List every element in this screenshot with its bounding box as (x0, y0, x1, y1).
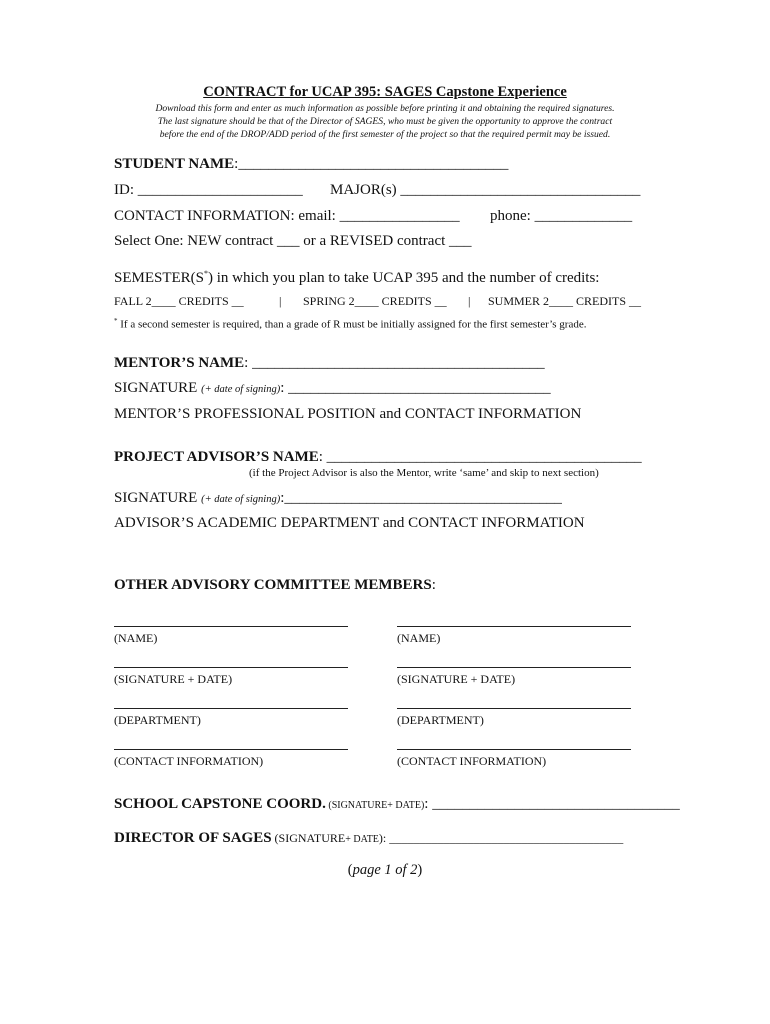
semester-heading-post: ) in which you plan to take UCAP 395 and the number of credits: (208, 270, 600, 286)
semester-heading-pre: SEMESTER(S (114, 270, 205, 286)
fall-credits-field[interactable]: FALL 2____ CREDITS __ (114, 294, 244, 308)
advisor-signature-row (114, 490, 562, 507)
committee-heading (114, 577, 436, 594)
director-hint-open: (SIGNATURE (271, 831, 346, 845)
page-close-paren: ) (417, 862, 423, 878)
advisor-name-label: PROJECT ADVISOR’S NAME (114, 449, 319, 465)
director-signature-field[interactable]: ): _______________________________________ (378, 831, 624, 845)
mentor-position-label: MENTOR’S PROFESSIONAL POSITION and CONTACT INFORMATION (114, 406, 582, 422)
contact-label: (CONTACT INFORMATION) (397, 754, 547, 768)
coord-label: SCHOOL CAPSTONE COORD. (114, 796, 326, 812)
contract-type-select[interactable]: Select One: NEW contract ___ or a REVISED contract ___ (114, 233, 472, 249)
signature-label: (SIGNATURE + DATE) (397, 672, 516, 686)
department-label: (DEPARTMENT) (397, 713, 484, 727)
mentor-signature-row (114, 380, 551, 397)
advisor-signature-hint: (+ date of signing) (201, 494, 281, 505)
mentor-name-field[interactable]: : _______________________________________ (244, 355, 545, 371)
contact-line[interactable] (114, 749, 348, 750)
coord-signature-field[interactable]: : _________________________________ (424, 796, 680, 812)
intro-line-2: The last signature should be that of the Director of SAGES, who must be given the opportunity to approve the contract (157, 116, 613, 127)
student-name-label: STUDENT NAME (114, 156, 235, 172)
coord-hint: (SIGNATURE+ DATE) (325, 800, 425, 811)
semester-footnote (114, 317, 587, 331)
student-name-row (114, 156, 508, 173)
semester-separator: | (468, 294, 471, 308)
mentor-name-row (114, 355, 545, 372)
student-email-field[interactable]: CONTACT INFORMATION: email: ________________ (114, 208, 460, 224)
page-number (0, 862, 770, 879)
mentor-signature-field[interactable]: : ___________________________________ (280, 380, 551, 396)
name-label: (NAME) (114, 631, 158, 645)
mentor-signature-label: SIGNATURE (114, 380, 202, 396)
advisor-name-field[interactable]: : __________________________________________ (318, 449, 642, 465)
committee-member-right (397, 626, 637, 769)
intro-line-3: before the end of the DROP/ADD period of the first semester of the project so that the required permit may be issued. (159, 129, 611, 140)
committee-member-left (114, 626, 354, 769)
summer-credits-field[interactable]: SUMMER 2____ CREDITS __ (488, 294, 642, 308)
signature-label: (SIGNATURE + DATE) (114, 672, 233, 686)
student-name-field[interactable]: :____________________________________ (234, 156, 509, 172)
committee-heading-text: OTHER ADVISORY COMMITTEE MEMBERS (114, 577, 432, 593)
student-major-field[interactable]: MAJOR(s) ________________________________ (330, 182, 641, 198)
signature-line[interactable] (114, 667, 348, 668)
department-line[interactable] (114, 708, 348, 709)
page-open-paren: ( (347, 862, 353, 878)
footnote-text: If a second semester is required, than a grade of R must be initially assigned for the first semester’s grade. (117, 318, 587, 331)
semester-heading (114, 269, 599, 287)
director-hint-mid: + DATE (345, 834, 379, 845)
footnote-mark: * (114, 317, 118, 325)
student-phone-field[interactable]: phone: _____________ (490, 208, 633, 224)
advisor-signature-field[interactable]: :_____________________________________ (280, 490, 562, 506)
document-title: CONTRACT for UCAP 395: SAGES Capstone Experience (203, 84, 567, 100)
signature-line[interactable] (397, 667, 631, 668)
contact-label: (CONTACT INFORMATION) (114, 754, 264, 768)
advisor-department-label: ADVISOR’S ACADEMIC DEPARTMENT and CONTACT INFORMATION (114, 515, 585, 531)
coord-signature-row (114, 796, 680, 813)
advisor-signature-label: SIGNATURE (114, 490, 202, 506)
contact-line[interactable] (397, 749, 631, 750)
name-line[interactable] (114, 626, 348, 627)
student-id-field[interactable]: ID: ______________________ (114, 182, 303, 198)
semester-heading-sup: * (204, 269, 209, 278)
department-line[interactable] (397, 708, 631, 709)
director-signature-row (114, 830, 623, 847)
name-label: (NAME) (397, 631, 441, 645)
director-label: DIRECTOR OF SAGES (114, 830, 272, 846)
name-line[interactable] (397, 626, 631, 627)
mentor-name-label: MENTOR’S NAME (114, 355, 245, 371)
advisor-name-row (114, 449, 642, 466)
advisor-note: (if the Project Advisor is also the Mentor, write ‘same’ and skip to next section) (249, 467, 599, 479)
intro-line-1: Download this form and enter as much information as possible before printing it and obtaining the required signatures. (155, 103, 615, 114)
semester-separator: | (279, 294, 282, 308)
mentor-signature-hint: (+ date of signing) (201, 384, 281, 395)
department-label: (DEPARTMENT) (114, 713, 201, 727)
committee-heading-colon: : (431, 577, 436, 593)
spring-credits-field[interactable]: SPRING 2____ CREDITS __ (303, 294, 447, 308)
page-label: page 1 of 2 (352, 862, 418, 878)
